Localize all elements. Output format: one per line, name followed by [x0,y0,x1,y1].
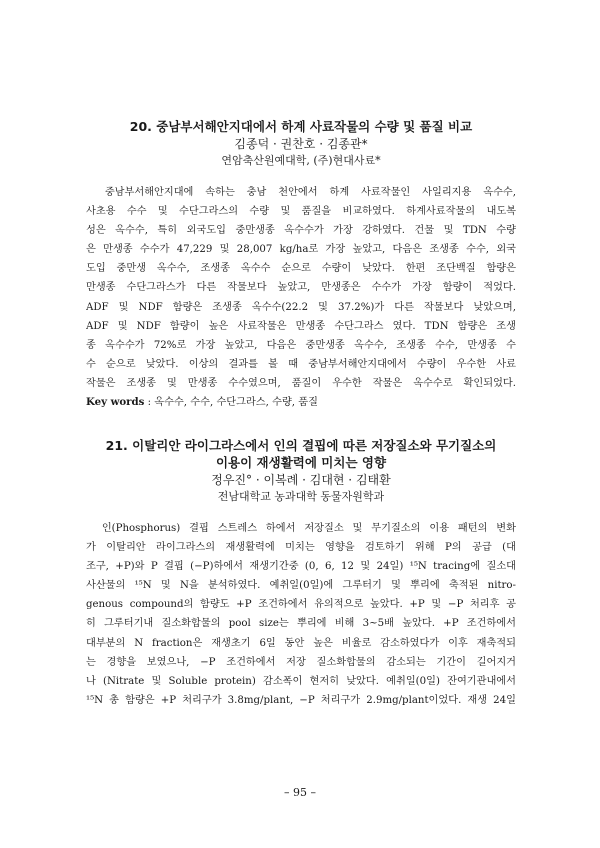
keywords-label: Key words [86,396,145,409]
abstract-line: 인(Phosphorus) 결핍 스트레스 하에서 저장질소 및 무기질소의 이용 패턴의 변화 [86,523,516,534]
abstract-line: 조구, +P)와 P 결핍 (−P)하에서 재생기간중 (0, 6, 12 및 24일) ¹⁵N tracing에 질소대 [86,561,516,573]
article-title-line1: 21. 이탈리안 라이그라스에서 인의 결핍에 따른 저장질소와 무기질소의 [105,438,497,453]
article-abstract [86,183,516,412]
abstract-line: 사초용 수수 및 수단그라스의 수량 및 품질을 비교하였다. 하계사료작물의 내도복 [86,206,516,218]
abstract-line: 도입 중만생 옥수수, 조생종 옥수수 순으로 수량이 낮았다. 한편 조단백질 함량은 [86,263,516,275]
keywords-line [86,393,516,412]
article-affiliation: 전남대학교 농과대학 동물자원학과 [217,490,385,503]
article-title-line2: 이용이 재생활력에 미치는 영향 [215,455,387,470]
abstract-line: 대부분의 N fraction은 재생초기 6일 동안 높은 비율로 감소하였다가 이후 재축적되 [86,637,516,649]
page-number: – 95 – [284,786,316,799]
abstract-line: ADF 및 NDF 함량이 높은 사료작물은 만생종 수단그라스 였다. TDN 함량은 조생 [86,320,516,332]
article-authors: 김종덕 · 권찬호 · 김종관* [234,137,368,151]
keywords-text: : 옥수수, 수수, 수단그라스, 수량, 품질 [144,397,318,409]
abstract-line: genous compound의 함량도 +P 조건하에서 유의적으로 높았다. +P 및 −P 처리후 공 [86,599,516,611]
abstract-line: 히 그루터기내 질소화합물의 pool size는 뿌리에 비해 3~5배 높았다. +P 조건하에서 [86,618,516,630]
abstract-line: 가 이탈리안 라이그라스의 재생활력에 미치는 영향을 검토하기 위해 P의 공급 (대 [86,542,516,554]
abstract-line: 종 옥수수가 72%로 가장 높았고, 다음은 중만생종 옥수수, 조생종 수수, 만생종 수 [86,339,516,351]
abstract-line: 는 경향을 보였으나, −P 조건하에서 저장 질소화합물의 감소되는 기간이 길어지거 [86,656,516,668]
article-21 [86,437,516,710]
article-title: 20. 중남부서해안지대에서 하계 사료작물의 수량 및 품질 비교 [129,119,473,134]
abstract-line: 나 (Nitrate 및 Soluble protein) 감소폭이 현저히 낮았다. 예취일(0일) 잔여기관내에서 [86,675,516,687]
abstract-line: ¹⁵N 총 함량은 +P 처리구가 3.8mg/plant, −P 처리구가 2.9mg/plant이었다. 재생 24일 [86,694,516,706]
abstract-line: 작물은 조생종 및 만생종 수수였으며, 품질이 우수한 작물은 옥수수로 확인되었다. [86,377,516,389]
abstract-line: 중남부서해안지대에 속하는 충남 천안에서 하계 사료작물인 사일리지용 옥수수, [86,187,516,198]
article-affiliation: 연암축산원예대학, (주)현대사료* [221,154,381,167]
abstract-line: 만생종 수단그라스가 다른 작물보다 높았고, 만생종은 수수가 가장 함량이 적었다. [86,282,516,294]
abstract-line: ADF 및 NDF 함량은 조생종 옥수수(22.2 및 37.2%)가 다른 작물보다 낮았으며, [86,301,516,313]
abstract-line: 은 만생종 수수가 47,229 및 28,007 kg/ha로 가장 높았고, 다음은 조생종 수수, 외국 [86,244,516,256]
article-abstract [86,519,516,710]
article-authors: 정우진° · 이복례 · 김대현 · 김태환 [211,473,391,487]
abstract-line: 수 순으로 낮았다. 이상의 결과를 볼 때 중남부서해안지대에서 수량이 우수한 사료 [86,358,516,370]
abstract-line: 성은 옥수수, 특히 외국도입 중만생종 옥수수가 가장 강하였다. 건물 및 TDN 수량 [86,225,516,237]
article-20 [86,118,516,412]
abstract-line: 사산물의 ¹⁵N 및 N을 분석하였다. 예취일(0일)에 그루터기 및 뿌리에 축적된 nitro- [86,580,516,592]
